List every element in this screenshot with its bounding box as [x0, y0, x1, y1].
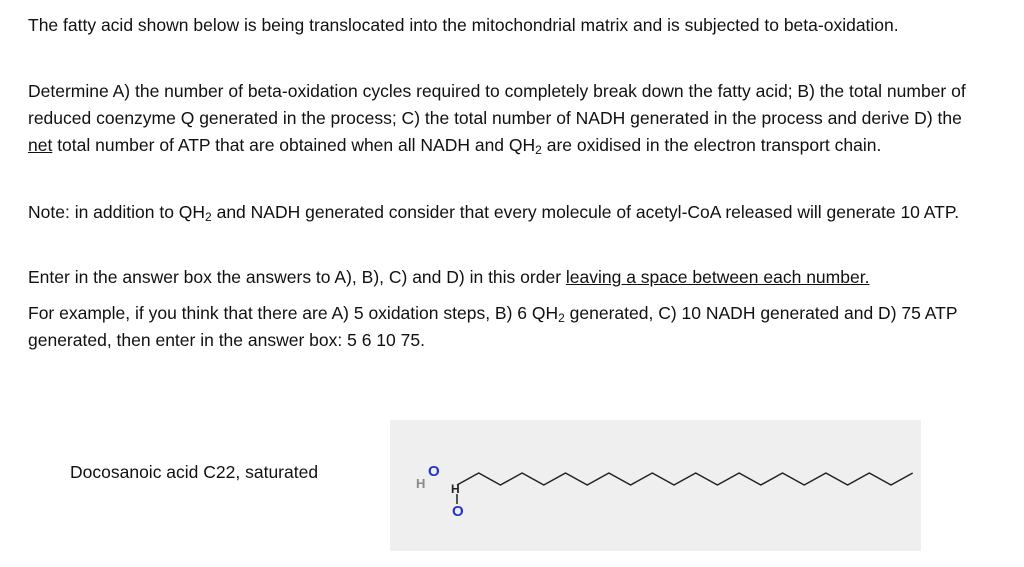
instruction-paragraph [28, 264, 988, 291]
intro-paragraph [28, 12, 988, 39]
note-paragraph [28, 199, 988, 226]
example-paragraph [28, 300, 988, 354]
note-lead-text: Note: in addition to QH [28, 202, 206, 222]
molecule-structure-panel [390, 420, 921, 551]
instruction-underlined-text: leaving a space between each number. [565, 267, 870, 287]
example-lead-text: For example, if you think that there are A) 5 oxidation steps, B) 6 QH [28, 303, 559, 323]
task-paragraph [28, 78, 988, 159]
carbon-chain-zigzag [457, 473, 913, 485]
hydroxyl-hydrogen-label: H [416, 476, 426, 491]
instruction-lead-text: Enter in the answer box the answers to A), B), C) and D) in this order [28, 267, 566, 287]
molecule-caption: Docosanoic acid C22, saturated [70, 462, 319, 482]
docosanoic-acid-structure [390, 420, 921, 551]
example-end-text: generated, C) 10 NADH generated and D) 75 ATP generated, then enter in the answer box: 5 6 10 75. [28, 303, 958, 350]
task-mid-text: total number of ATP that are obtained when all NADH and QH [52, 135, 536, 155]
task-lead-text: Determine A) the number of beta-oxidation cycles required to completely break down the fatty acid; B) the total number of reduced coenzyme Q generated in the process; C) the total number of NADH generated in the process and derive D) the [28, 81, 966, 128]
qh2-subscript: 2 [535, 143, 542, 157]
net-emphasis: net [28, 135, 53, 155]
carbonyl-oxygen-label: O [452, 503, 464, 520]
double-bond-mark: H [451, 482, 460, 496]
note-end-text: and NADH generated consider that every molecule of acetyl-CoA released will generate 10 ATP. [211, 202, 960, 222]
qh2-subscript: 2 [558, 311, 565, 325]
intro-text: The fatty acid shown below is being translocated into the mitochondrial matrix and is subjected to beta-oxidation. [28, 15, 899, 35]
task-end-text: are oxidised in the electron transport chain. [541, 135, 882, 155]
qh2-subscript: 2 [205, 210, 212, 224]
hydroxyl-oxygen-label: O [428, 463, 440, 480]
